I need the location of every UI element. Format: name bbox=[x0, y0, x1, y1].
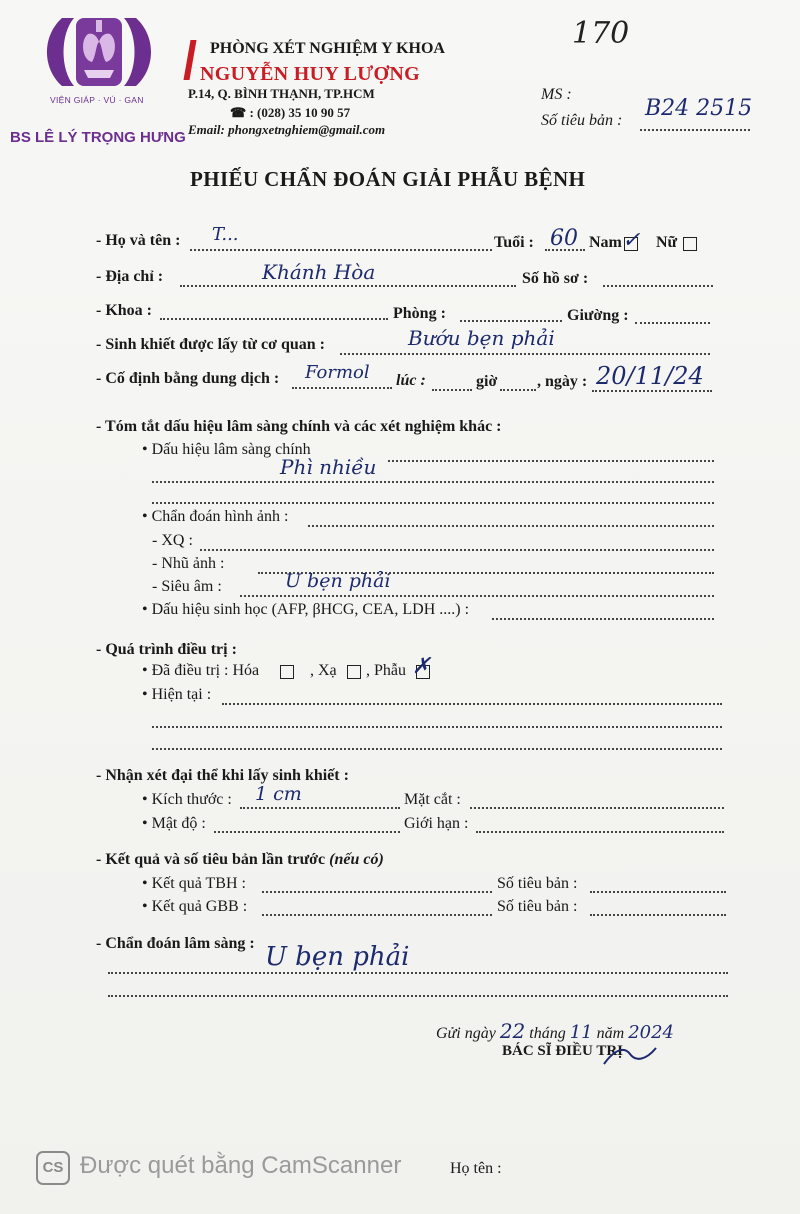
size-label: • Kích thước : bbox=[142, 791, 232, 808]
lab-address: P.14, Q. BÌNH THẠNH, TP.HCM bbox=[188, 86, 375, 101]
diagnosis-title: - Chẩn đoán lâm sàng : bbox=[96, 935, 255, 952]
lab-email: Email: phongxetnghiem@gmail.com bbox=[188, 122, 386, 137]
red-bar-icon bbox=[183, 40, 196, 80]
treated-label: • Đã điều trị : Hóa bbox=[142, 662, 260, 679]
main-signs-value[interactable]: Phì nhiều bbox=[280, 455, 377, 479]
previous-title-text: - Kết quả và số tiêu bản lần trước bbox=[96, 851, 326, 868]
specimen-label: Số tiêu bản : bbox=[541, 112, 623, 129]
hour-label: giờ bbox=[476, 373, 498, 390]
clinical-title: - Tóm tắt dấu hiệu lâm sàng chính và các xét nghiệm khác : bbox=[96, 418, 502, 435]
camscanner-watermark: Được quét bằng CamScanner bbox=[80, 1152, 402, 1179]
specimen-value: B24 2515 bbox=[645, 96, 753, 121]
fixation-value[interactable]: Formol bbox=[305, 362, 370, 383]
radiation-label: , Xạ bbox=[310, 662, 337, 679]
doctor-label: BÁC SĨ ĐIỀU TRỊ bbox=[502, 1043, 624, 1059]
signature-stroke bbox=[600, 1040, 660, 1070]
previous-title-note: (nếu có) bbox=[329, 851, 384, 868]
bio-label: • Dấu hiệu sinh học (AFP, βHCG, CEA, LDH ....) : bbox=[142, 601, 470, 618]
camscanner-badge-icon: CS bbox=[36, 1151, 70, 1185]
bed-label: Giường : bbox=[567, 307, 629, 324]
us-value[interactable]: U bẹn phải bbox=[285, 570, 391, 592]
name-value[interactable]: T... bbox=[212, 224, 239, 245]
chemo-checkbox[interactable] bbox=[280, 665, 294, 679]
surgery-check-mark: ✗ bbox=[412, 654, 431, 679]
gbb-specimen-label: Số tiêu bản : bbox=[497, 898, 578, 915]
surgery-label: , Phẫu bbox=[366, 662, 406, 679]
month-label: tháng bbox=[529, 1025, 566, 1042]
corner-number: 170 bbox=[572, 16, 630, 51]
xq-label: - XQ : bbox=[152, 532, 193, 549]
lab-name: NGUYỄN HUY LƯỢNG bbox=[200, 63, 420, 85]
lab-line1: PHÒNG XÉT NGHIỆM Y KHOA bbox=[210, 40, 445, 57]
dept-label: - Khoa : bbox=[96, 302, 152, 319]
radiation-checkbox[interactable] bbox=[347, 665, 361, 679]
sent-label: Gửi ngày bbox=[436, 1025, 496, 1042]
logo-subtitle: VIỆN GIÁP · VÚ · GAN bbox=[50, 95, 144, 105]
lab-phone: ☎ : (028) 35 10 90 57 bbox=[230, 105, 351, 120]
year-label: năm bbox=[596, 1025, 625, 1042]
age-label: Tuổi : bbox=[494, 234, 534, 251]
density-label: • Mật độ : bbox=[142, 815, 206, 832]
male-label: Nam bbox=[589, 234, 622, 251]
gbb-label: • Kết quả GBB : bbox=[142, 898, 248, 915]
us-label: - Siêu âm : bbox=[152, 578, 222, 595]
name-label: - Họ và tên : bbox=[96, 232, 181, 249]
cut-label: Mặt cắt : bbox=[404, 791, 461, 808]
ms-label: MS : bbox=[541, 86, 572, 103]
border-label: Giới hạn : bbox=[404, 815, 469, 832]
imaging-label: • Chẩn đoán hình ảnh : bbox=[142, 508, 289, 525]
gross-title: - Nhận xét đại thể khi lấy sinh khiết : bbox=[96, 767, 349, 784]
page-title: PHIẾU CHẨN ĐOÁN GIẢI PHẪU BỆNH bbox=[190, 167, 586, 191]
main-signs-label: • Dấu hiệu lâm sàng chính bbox=[142, 441, 311, 458]
age-value[interactable]: 60 bbox=[550, 226, 578, 251]
sent-day[interactable]: 22 bbox=[499, 1019, 526, 1043]
fullname-label: Họ tên : bbox=[450, 1160, 502, 1177]
address-label: - Địa chỉ : bbox=[96, 268, 164, 285]
room-label: Phòng : bbox=[393, 305, 446, 322]
clinic-logo bbox=[40, 12, 158, 120]
female-label: Nữ bbox=[656, 234, 678, 251]
sent-year[interactable]: 2024 bbox=[628, 1022, 675, 1043]
thyroid-logo-icon bbox=[40, 12, 158, 92]
current-label: • Hiện tại : bbox=[142, 686, 212, 703]
tbh-label: • Kết quả TBH : bbox=[142, 875, 246, 892]
address-value[interactable]: Khánh Hòa bbox=[262, 260, 376, 284]
size-value[interactable]: 1 cm bbox=[255, 783, 302, 805]
tbh-specimen-label: Số tiêu bản : bbox=[497, 875, 578, 892]
mammo-label: - Nhũ ảnh : bbox=[152, 555, 225, 572]
doctor-name: BS LÊ LÝ TRỌNG HƯNG bbox=[10, 129, 186, 146]
male-check-mark: ✓ bbox=[622, 228, 641, 253]
fixation-label: - Cố định bằng dung dịch : bbox=[96, 370, 280, 387]
treatment-title: - Quá trình điều trị : bbox=[96, 641, 237, 658]
biopsy-label: - Sinh khiết được lấy từ cơ quan : bbox=[96, 336, 325, 353]
record-label: Số hồ sơ : bbox=[522, 270, 589, 287]
at-label: lúc : bbox=[396, 372, 426, 389]
biopsy-value[interactable]: Bướu bẹn phải bbox=[408, 326, 555, 350]
sent-month[interactable]: 11 bbox=[569, 1022, 593, 1043]
previous-title bbox=[96, 851, 384, 869]
day-label: , ngày : bbox=[537, 373, 588, 390]
date-value[interactable]: 20/11/24 bbox=[596, 362, 704, 390]
diagnosis-value[interactable]: U bẹn phải bbox=[265, 942, 410, 972]
female-checkbox[interactable] bbox=[683, 237, 697, 251]
